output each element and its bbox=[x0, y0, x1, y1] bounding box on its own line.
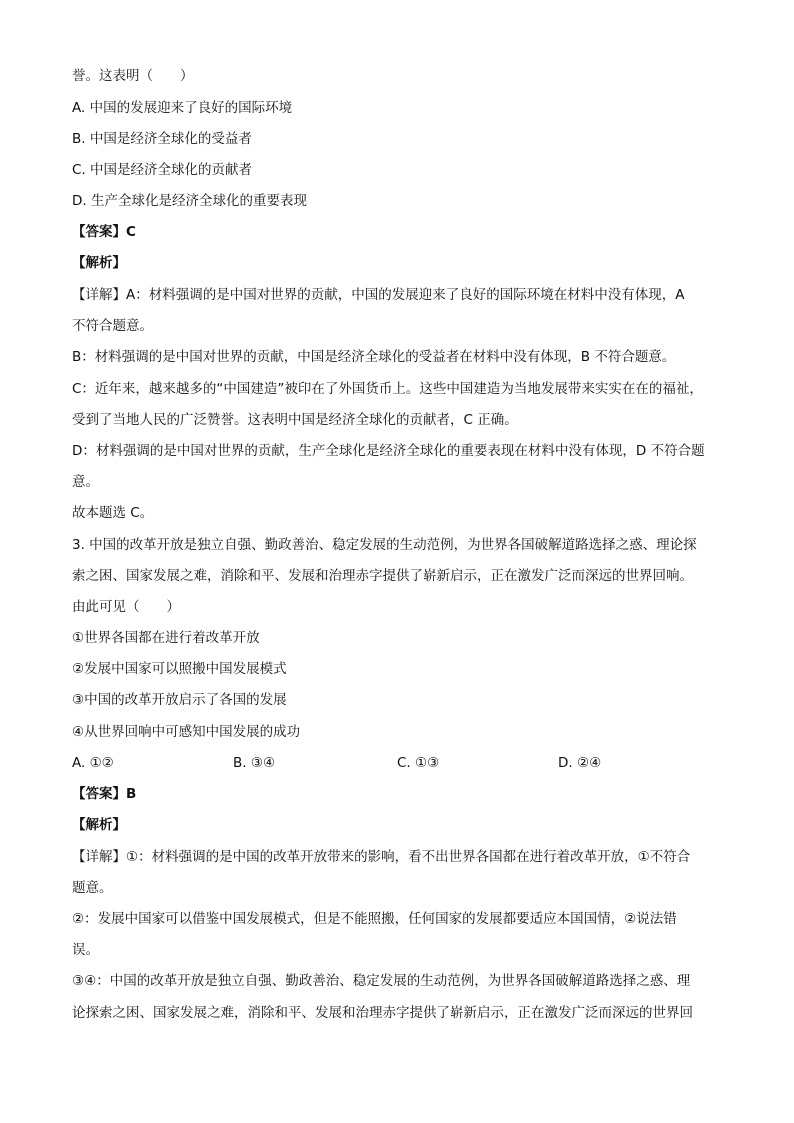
statement-3: ③中国的改革开放启示了各国的发展 bbox=[72, 692, 287, 708]
question-3-line: 索之困、国家发展之难，消除和平、发展和治理赤字提供了崭新启示，正在激发广泛而深远的世界回响。 bbox=[72, 568, 693, 584]
question-stem-tail: 誉。这表明（ ） bbox=[72, 68, 194, 84]
question-3-line: 由此可见（ ） bbox=[72, 599, 180, 615]
options-row bbox=[0, 753, 794, 773]
detail-line: 题意。 bbox=[72, 880, 113, 896]
detail-line: 【详解】A：材料强调的是中国对世界的贡献，中国的发展迎来了良好的国际环境在材料中没有体现，A bbox=[72, 287, 685, 303]
detail-line: 误。 bbox=[72, 942, 99, 958]
detail-line: 论探索之困、国家发展之难，消除和平、发展和治理赤字提供了崭新启示，正在激发广泛而深远的世界回 bbox=[72, 1005, 693, 1021]
detail-line: D：材料强调的是中国对世界的贡献，生产全球化是经济全球化的重要表现在材料中没有体现，D 不符合题 bbox=[72, 443, 705, 459]
option-a: A. ①② bbox=[72, 755, 114, 771]
statement-2: ②发展中国家可以照搬中国发展模式 bbox=[72, 661, 287, 677]
detail-line: 受到了当地人民的广泛赞誉。这表明中国是经济全球化的贡献者，C 正确。 bbox=[72, 412, 518, 428]
detail-line: 意。 bbox=[72, 474, 99, 490]
option-d: D. 生产全球化是经济全球化的重要表现 bbox=[72, 193, 307, 209]
answer-label: 【答案】B bbox=[72, 786, 137, 802]
conclusion-line: 故本题选 C。 bbox=[72, 505, 154, 521]
detail-line: C：近年来，越来越多的“中国建造”被印在了外国货币上。这些中国建造为当地发展带来实实在在的福祉， bbox=[72, 381, 703, 397]
answer-label: 【答案】C bbox=[72, 224, 136, 240]
analysis-label: 【解析】 bbox=[72, 817, 126, 833]
option-a: A. 中国的发展迎来了良好的国际环境 bbox=[72, 100, 293, 116]
detail-line: ③④：中国的改革开放是独立自强、勤政善治、稳定发展的生动范例，为世界各国破解道路选择之惑、理 bbox=[72, 973, 691, 989]
detail-line: 【详解】①：材料强调的是中国的改革开放带来的影响，看不出世界各国都在进行着改革开放，①不符合 bbox=[72, 849, 691, 865]
statement-4: ④从世界回响中可感知中国发展的成功 bbox=[72, 724, 301, 740]
option-c: C. 中国是经济全球化的贡献者 bbox=[72, 162, 253, 178]
analysis-label: 【解析】 bbox=[72, 255, 126, 271]
detail-line: 不符合题意。 bbox=[72, 318, 153, 334]
detail-line: B：材料强调的是中国对世界的贡献，中国是经济全球化的受益者在材料中没有体现，B 不符合题意。 bbox=[72, 349, 676, 365]
option-b: B. 中国是经济全球化的受益者 bbox=[72, 131, 252, 147]
option-c: C. ①③ bbox=[397, 755, 440, 771]
statement-1: ①世界各国都在进行着改革开放 bbox=[72, 630, 260, 646]
detail-line: ②：发展中国家可以借鉴中国发展模式，但是不能照搬，任何国家的发展都要适应本国国情，②说法错 bbox=[72, 911, 677, 927]
option-d: D. ②④ bbox=[558, 755, 602, 771]
option-b: B. ③④ bbox=[233, 755, 276, 771]
question-3-line: 3. 中国的改革开放是独立自强、勤政善治、稳定发展的生动范例，为世界各国破解道路选择之惑、理论探 bbox=[72, 537, 697, 553]
